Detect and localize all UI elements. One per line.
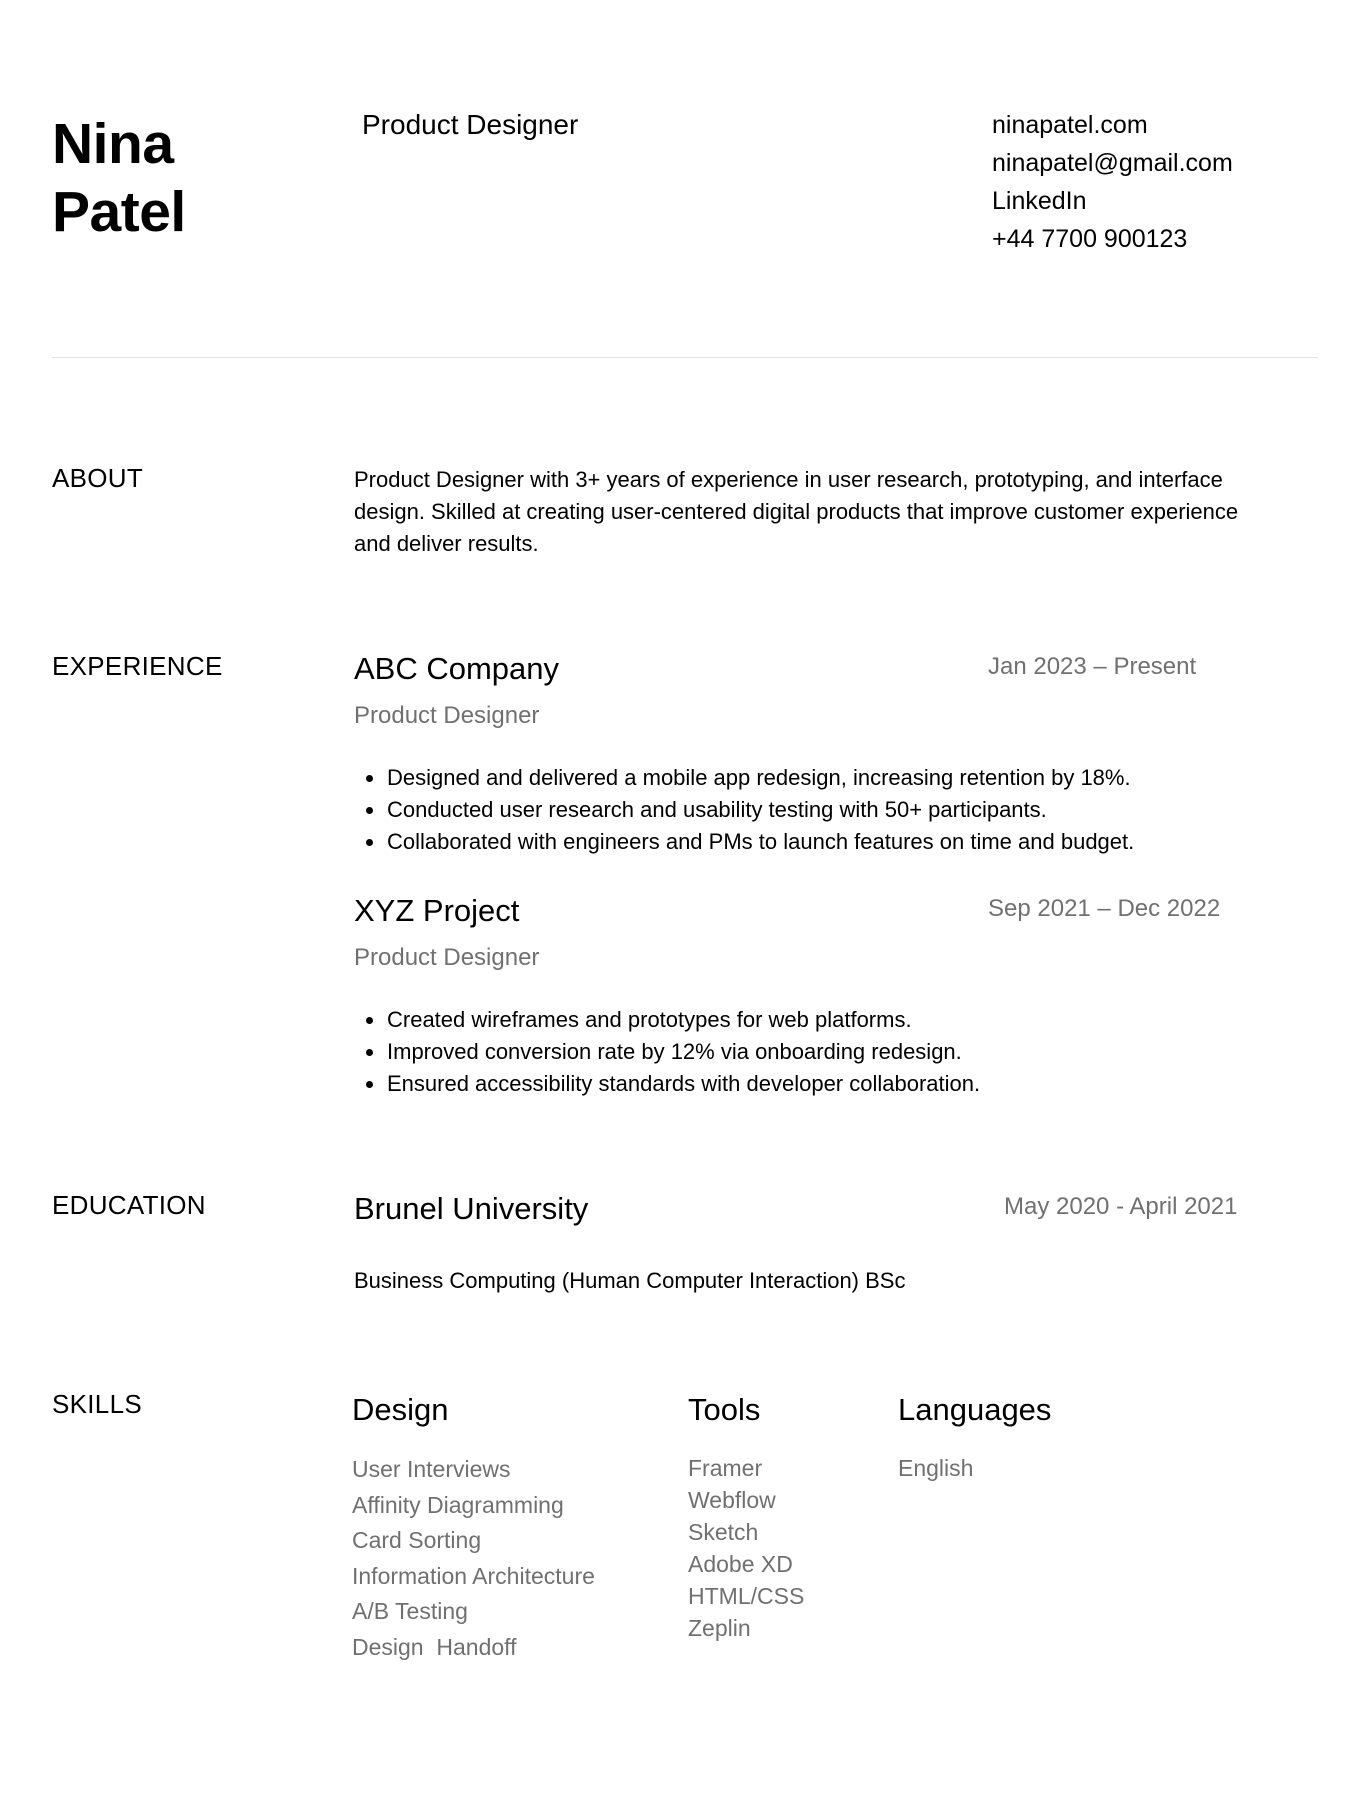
job-bullet: Ensured accessibility standards with developer collaboration.	[354, 1068, 980, 1100]
job-bullet: Designed and delivered a mobile app redesign, increasing retention by 18%.	[354, 762, 1134, 794]
job-company: XYZ Project	[354, 893, 520, 928]
job-bullet: Improved conversion rate by 12% via onboarding redesign.	[354, 1036, 980, 1068]
skill-item: Adobe XD	[688, 1551, 793, 1577]
first-name: Nina	[52, 112, 174, 176]
last-name: Patel	[52, 180, 186, 244]
job-role: Product Designer	[354, 702, 540, 729]
degree: Business Computing (Human Computer Interaction) BSc	[354, 1268, 906, 1293]
skill-item: Affinity Diagramming	[352, 1491, 564, 1518]
job-bullet: Collaborated with engineers and PMs to launch features on time and budget.	[354, 826, 1134, 858]
job-bullets	[354, 762, 1134, 858]
job-dates: Sep 2021 – Dec 2022	[988, 895, 1221, 922]
job-company: ABC Company	[354, 651, 560, 686]
skill-group-heading-languages: Languages	[898, 1392, 1052, 1427]
phone-number: +44 7700 900123	[992, 225, 1188, 253]
contact-block	[992, 106, 1233, 258]
skill-item: English	[898, 1455, 974, 1481]
about-line: and deliver results.	[354, 531, 539, 556]
about-summary	[354, 464, 1284, 560]
skill-item: Framer	[688, 1455, 763, 1481]
skill-list-design	[352, 1452, 595, 1665]
job-bullets	[354, 1004, 980, 1100]
skill-item: HTML/CSS	[688, 1583, 805, 1609]
candidate-name	[52, 110, 186, 246]
skill-item: User Interviews	[352, 1456, 511, 1482]
skill-list-languages	[898, 1452, 973, 1484]
skill-item: Sketch	[688, 1519, 759, 1545]
skill-item: Information Architecture	[352, 1562, 595, 1589]
section-label-about: ABOUT	[52, 463, 144, 493]
education-dates: May 2020 - April 2021	[1004, 1193, 1238, 1220]
job-bullet: Created wireframes and prototypes for web platforms.	[354, 1004, 980, 1036]
skill-group-heading-design: Design	[352, 1392, 449, 1427]
header-divider	[52, 357, 1318, 358]
linkedin-link[interactable]: LinkedIn	[992, 187, 1087, 215]
job-bullet: Conducted user research and usability testing with 50+ participants.	[354, 794, 1134, 826]
website-link[interactable]: ninapatel.com	[992, 111, 1148, 139]
section-label-skills: SKILLS	[52, 1389, 142, 1419]
section-label-education: EDUCATION	[52, 1190, 206, 1220]
skill-item: Zeplin	[688, 1615, 751, 1641]
email-link[interactable]: ninapatel@gmail.com	[992, 149, 1233, 177]
job-role: Product Designer	[354, 944, 540, 971]
school-name: Brunel University	[354, 1191, 589, 1226]
job-dates: Jan 2023 – Present	[988, 653, 1197, 680]
about-line: Product Designer with 3+ years of experience in user research, prototyping, and interface	[354, 467, 1223, 492]
about-line: design. Skilled at creating user-centered digital products that improve customer experience	[354, 499, 1239, 524]
skill-item: Webflow	[688, 1487, 776, 1513]
skill-group-heading-tools: Tools	[688, 1392, 761, 1427]
section-label-experience: EXPERIENCE	[52, 651, 223, 681]
skill-item: Design Handoff	[352, 1633, 517, 1660]
skill-list-tools	[688, 1452, 804, 1644]
skill-item: A/B Testing	[352, 1598, 468, 1624]
skill-item: Card Sorting	[352, 1527, 482, 1553]
job-title: Product Designer	[362, 109, 579, 140]
